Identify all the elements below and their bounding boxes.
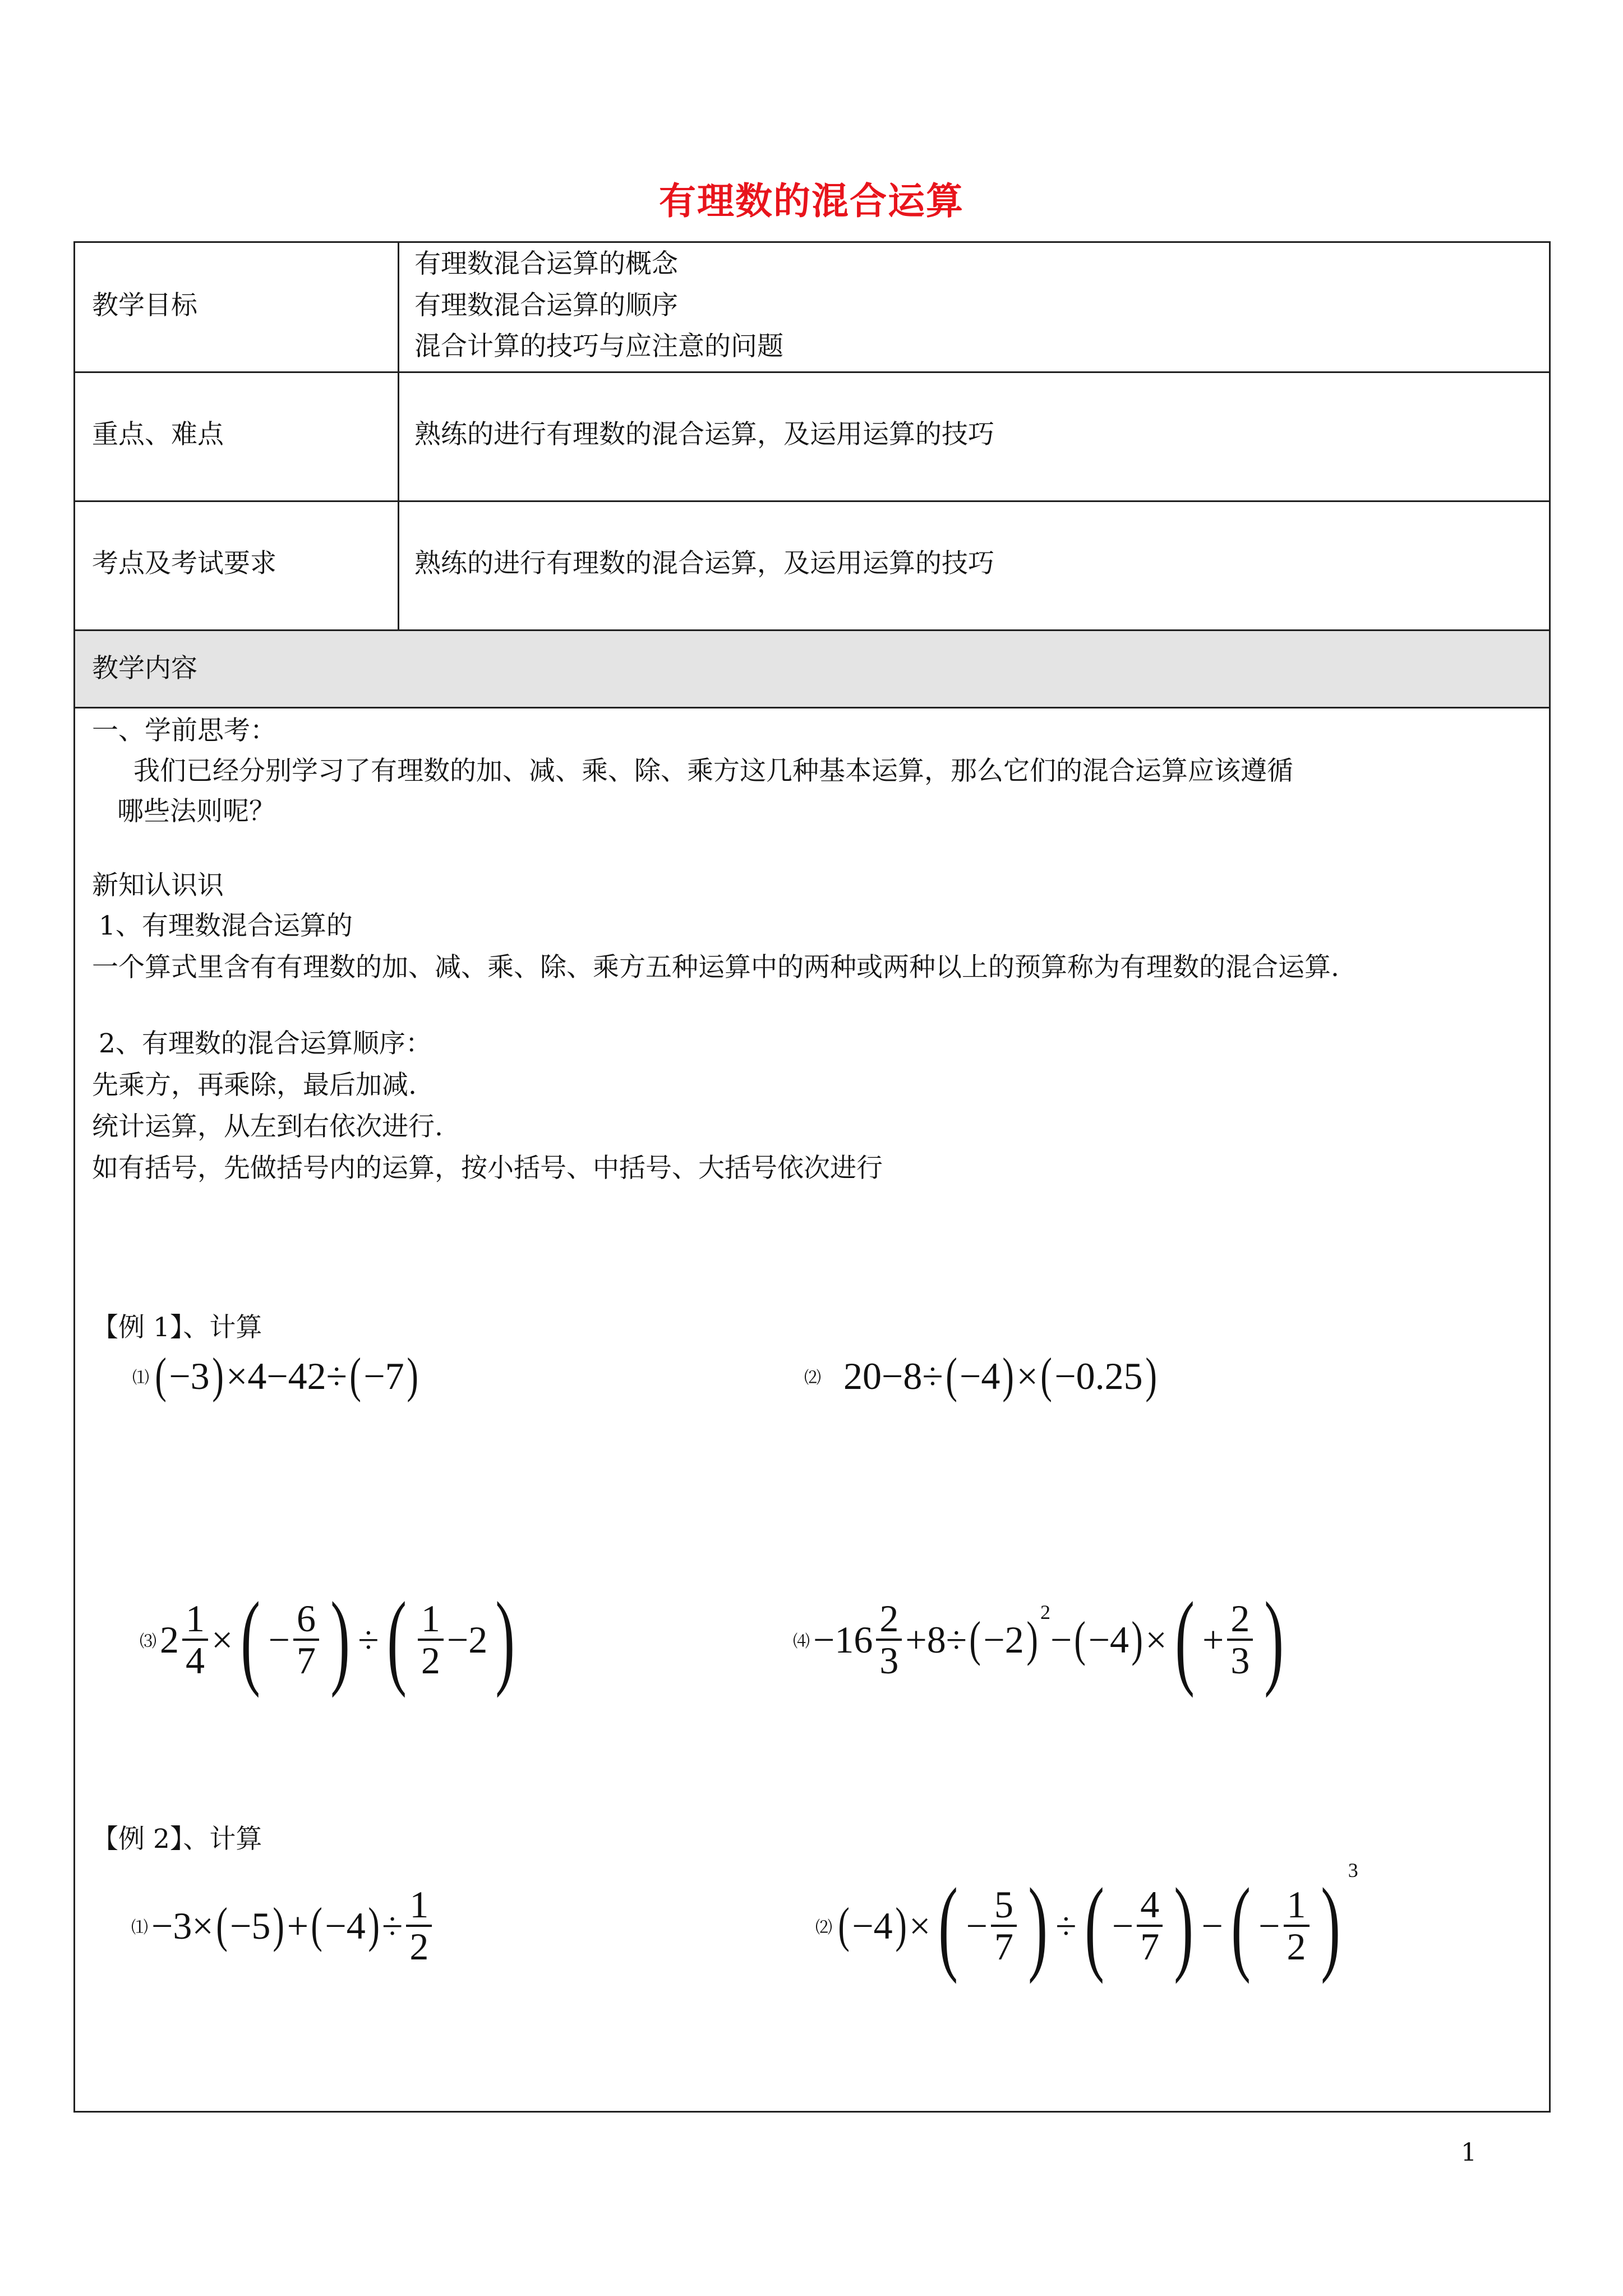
fraction xyxy=(418,1596,444,1682)
operation: ÷ xyxy=(1055,1904,1077,1947)
operation: + xyxy=(287,1904,309,1947)
ex1-problem-4 xyxy=(793,1567,1292,1713)
operation: 20−8÷ xyxy=(843,1354,943,1397)
ex1-problem-2 xyxy=(804,1342,1159,1410)
close-paren: ) xyxy=(1131,1612,1143,1667)
problem-number: ⑴ xyxy=(131,1918,148,1937)
row-divider xyxy=(75,707,1549,708)
open-paren: ( xyxy=(216,1898,228,1953)
denominator: 2 xyxy=(409,1925,429,1968)
open-paren: ( xyxy=(838,1898,850,1953)
open-paren: ( xyxy=(386,1581,407,1699)
numerator: 1 xyxy=(409,1883,429,1926)
denominator: 3 xyxy=(1230,1639,1250,1682)
problem-number: ⑵ xyxy=(804,1369,821,1387)
exponent: 3 xyxy=(1348,1859,1358,1881)
open-paren: ( xyxy=(1084,1867,1104,1985)
operation: − xyxy=(1258,1904,1280,1947)
operand: −4 xyxy=(1088,1618,1129,1661)
operation: − xyxy=(268,1618,290,1661)
section-2-heading: 2、有理数的混合运算顺序： xyxy=(99,1028,432,1059)
open-paren: ( xyxy=(155,1349,167,1403)
problem-number: ⑷ xyxy=(793,1632,810,1651)
keypoints-text: 熟练的进行有理数的混合运算，及运用运算的技巧 xyxy=(414,419,994,450)
operand: −2 xyxy=(446,1618,488,1661)
operand: −4 xyxy=(959,1354,1000,1397)
keypoints-label: 重点、难点 xyxy=(92,419,224,450)
operand: −3 xyxy=(169,1354,210,1397)
operation: × xyxy=(1016,1354,1039,1397)
denominator: 4 xyxy=(186,1639,205,1682)
whole-number: 2 xyxy=(160,1618,179,1661)
close-paren: ) xyxy=(495,1581,515,1699)
operand: −16 xyxy=(813,1618,873,1661)
section-1-heading: 1、有理数混合运算的 xyxy=(99,910,353,941)
fraction xyxy=(876,1596,902,1682)
exponent: 2 xyxy=(1040,1601,1051,1623)
order-rule: 如有括号，先做括号内的运算，按小括号、中括号、大括号依次进行 xyxy=(92,1153,883,1184)
open-paren: ( xyxy=(311,1898,322,1953)
operation: + xyxy=(1202,1618,1224,1661)
operand: −4 xyxy=(852,1904,893,1947)
operation: × xyxy=(909,1904,931,1947)
goals-label: 教学目标 xyxy=(92,290,197,321)
content-label: 教学内容 xyxy=(92,653,197,684)
row-divider xyxy=(75,500,1549,502)
denominator: 7 xyxy=(1140,1925,1160,1968)
fraction xyxy=(1284,1885,1310,1967)
numerator: 5 xyxy=(994,1883,1013,1926)
pre-text-line: 哪些法则呢？ xyxy=(117,796,275,827)
operation: ×4−42÷ xyxy=(225,1354,348,1397)
operation: − xyxy=(1112,1904,1134,1947)
order-rule: 统计运算，从左到右依次进行. xyxy=(92,1111,443,1142)
close-paren: ) xyxy=(895,1898,907,1953)
operation: − xyxy=(1201,1904,1223,1947)
problem-number: ⑴ xyxy=(132,1369,149,1387)
open-paren: ( xyxy=(1074,1612,1086,1667)
numerator: 1 xyxy=(421,1596,440,1640)
denominator: 2 xyxy=(421,1639,440,1682)
open-paren: ( xyxy=(938,1867,958,1985)
close-paren: ) xyxy=(330,1581,351,1699)
numerator: 4 xyxy=(1140,1883,1160,1926)
numerator: 1 xyxy=(1287,1883,1306,1926)
open-paren: ( xyxy=(241,1581,261,1699)
ex2-problem-1 xyxy=(131,1858,435,1993)
example-2-heading: 【例 2】、计算 xyxy=(92,1824,262,1855)
denominator: 7 xyxy=(994,1925,1013,1968)
order-rule: 先乘方，再乘除，最后加减. xyxy=(92,1070,417,1101)
open-paren: ( xyxy=(1231,1867,1251,1985)
operand: −0.25 xyxy=(1054,1354,1143,1397)
fraction xyxy=(991,1885,1017,1967)
problem-number: ⑶ xyxy=(140,1632,156,1651)
denominator: 7 xyxy=(297,1639,316,1682)
operation: − xyxy=(966,1904,988,1947)
numerator: 6 xyxy=(297,1596,316,1640)
operation: ÷ xyxy=(382,1904,403,1947)
exam-text: 熟练的进行有理数的混合运算，及运用运算的技巧 xyxy=(414,548,994,579)
open-paren: ( xyxy=(946,1349,957,1403)
denominator: 2 xyxy=(1287,1925,1306,1968)
example-1-heading: 【例 1】、计算 xyxy=(92,1312,262,1343)
close-paren: ) xyxy=(1264,1581,1284,1699)
lesson-table xyxy=(73,241,1551,2113)
operand: −5 xyxy=(230,1904,271,1947)
pre-heading: 一、学前思考： xyxy=(92,715,276,746)
open-paren: ( xyxy=(969,1612,981,1667)
fraction xyxy=(406,1885,432,1967)
open-paren: ( xyxy=(349,1349,361,1403)
row-divider xyxy=(75,371,1549,373)
close-paren: ) xyxy=(1145,1349,1157,1403)
ex2-problem-2 xyxy=(815,1853,1358,1999)
close-paren: ) xyxy=(1320,1867,1340,1985)
section-1-text: 一个算式里含有有理数的加、减、乘、除、乘方五种运算中的两种或两种以上的预算称为有理数的混合运算. xyxy=(92,952,1339,983)
goal-item: 混合计算的技巧与应注意的问题 xyxy=(414,331,783,362)
operation: ÷ xyxy=(358,1618,379,1661)
operand: −2 xyxy=(983,1618,1024,1661)
content-header-band xyxy=(75,631,1549,707)
exam-label: 考点及考试要求 xyxy=(92,548,276,579)
operation: × xyxy=(211,1618,233,1661)
open-paren: ( xyxy=(1174,1581,1195,1699)
operation: − xyxy=(1050,1618,1072,1661)
goal-item: 有理数混合运算的顺序 xyxy=(414,290,678,321)
row-divider xyxy=(75,629,1549,631)
fraction xyxy=(293,1596,319,1682)
close-paren: ) xyxy=(273,1898,285,1953)
close-paren: ) xyxy=(1002,1349,1015,1403)
problem-number: ⑵ xyxy=(815,1918,832,1937)
page-number: 1 xyxy=(1461,2138,1477,2167)
ex1-problem-3 xyxy=(140,1567,523,1713)
close-paren: ) xyxy=(1028,1867,1048,1985)
close-paren: ) xyxy=(212,1349,224,1403)
close-paren: ) xyxy=(1174,1867,1194,1985)
denominator: 3 xyxy=(879,1639,899,1682)
open-paren: ( xyxy=(1040,1349,1052,1403)
close-paren: ) xyxy=(368,1898,380,1953)
column-divider xyxy=(398,243,399,629)
page-title: 有理数的混合运算 xyxy=(659,180,964,223)
operand: −4 xyxy=(325,1904,366,1947)
numerator: 2 xyxy=(1230,1596,1250,1640)
new-knowledge-heading: 新知认识识 xyxy=(92,870,224,901)
fraction xyxy=(1137,1885,1163,1967)
ex1-problem-1 xyxy=(132,1342,421,1410)
operation: −3× xyxy=(151,1904,214,1947)
pre-text-line: 我们已经分别学习了有理数的加、减、乘、除、乘方这几种基本运算，那么它们的混合运算应该遵循 xyxy=(133,756,1293,786)
operation: +8÷ xyxy=(905,1618,967,1661)
fraction xyxy=(182,1596,208,1682)
numerator: 1 xyxy=(186,1596,205,1640)
close-paren: ) xyxy=(407,1349,418,1403)
operation: × xyxy=(1145,1618,1167,1661)
fraction xyxy=(1227,1596,1253,1682)
operand: −7 xyxy=(363,1354,404,1397)
close-paren: ) xyxy=(1026,1612,1038,1667)
goal-item: 有理数混合运算的概念 xyxy=(414,249,678,279)
numerator: 2 xyxy=(879,1596,899,1640)
